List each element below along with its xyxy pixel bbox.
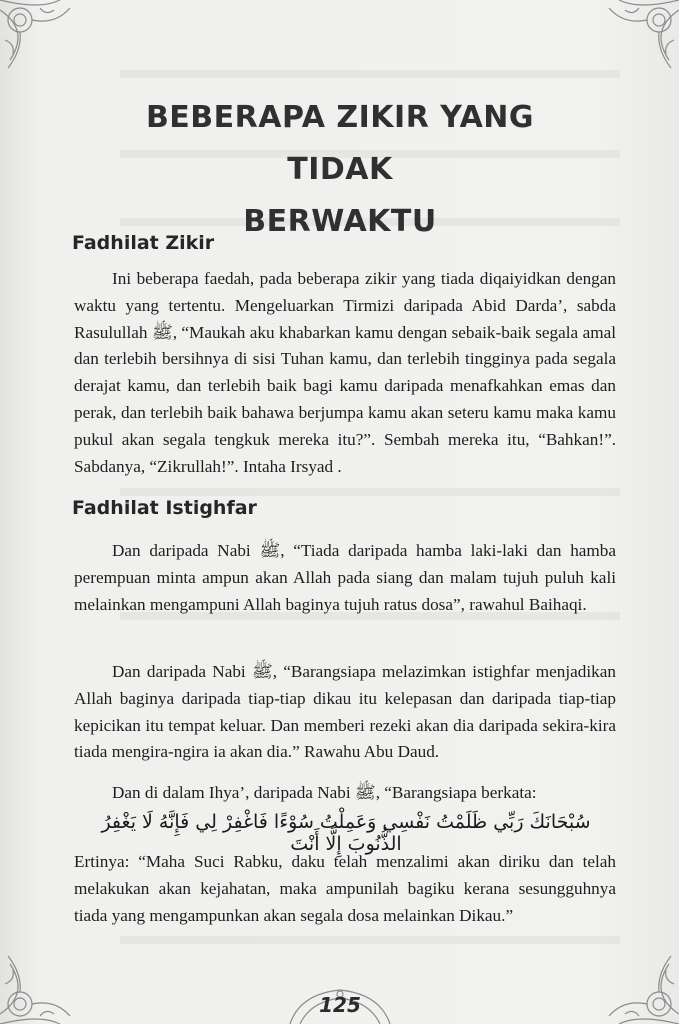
paragraph-istighfar-3 [74, 780, 616, 807]
paragraph-text: Ini beberapa faedah, pada beberapa zikir yang tiada diqaiyidkan dengan waktu yang tertentu. Mengeluarkan Tirmizi daripada Abid Darda’, sabda Rasulullah ﷺ, “Maukah aku khabarkan kamu dengan sebaik-baik segala amal dan terlebih bersihnya di sisi Tuhan kamu, dan terlebih tingginya pada segala derajat kamu, dan terlebih baik bagi kamu daripada menafkahkan emas dan perak, dan terlebih baik bahawa berjumpa kamu akan seteru kamu maka kamu pukul akan segala tengkuk mereka itu?”. Sembah mereka itu, “Bahkan!”. Sabdanya, “Zikrullah!”. Intaha Irsyad . [74, 269, 616, 476]
section-heading-zikir: Fadhilat Zikir [72, 232, 215, 254]
corner-ornament-icon [559, 0, 679, 70]
corner-ornament-icon [0, 0, 120, 70]
title-line-1: BEBERAPA ZIKIR YANG TIDAK [145, 100, 535, 187]
bleed-through [120, 488, 620, 496]
paragraph-istighfar-2 [74, 659, 616, 766]
section-heading-istighfar: Fadhilat Istighfar [72, 497, 257, 519]
page-title [90, 92, 590, 248]
title-line-2: BERWAKTU [243, 204, 437, 239]
bleed-through [120, 936, 620, 944]
corner-ornament-icon [559, 954, 679, 1024]
paragraph-istighfar-1 [74, 538, 616, 618]
paragraph-zikir [74, 266, 616, 480]
page-number: 125 [319, 993, 361, 1017]
arabic-prayer: سُبْحَانَكَ رَبِّي ظَلَمْتُ نَفْسِي وَعَمِلْتُ سُوْءًا فَاغْفِرْ لِي فَإِنَّهُ لَا يَغْفِرُ الذُّنُوبَ إِلَّا أَنْتَ [101, 811, 591, 855]
paragraph-text: Dan daripada Nabi ﷺ, “Tiada daripada hamba laki-laki dan hamba perempuan minta ampun akan Allah pada siang dan malam tujuh puluh kali melainkan mengampuni Allah baginya tujuh ratus dosa”, rawahul Baihaqi. [74, 541, 617, 614]
translation-paragraph [74, 849, 616, 929]
corner-ornament-icon [0, 954, 120, 1024]
translation-text: Ertinya: “Maha Suci Rabku, daku telah menzalimi akan diriku dan telah melakukan akan kejahatan, maka ampunilah bagiku kerana sesungguhnya tiada yang mengampunkan akan segala dosa melainkan Dikau.” [74, 852, 616, 925]
paragraph-text: Dan daripada Nabi ﷺ, “Barangsiapa melazimkan istighfar menjadikan Allah baginya daripada tiap-tiap dikau itu kelepasan dan daripada tiap-tiap kepicikan itu tempat keluar. Dan memberi rezeki akan dia daripada sekira-kira tiada mengira-ngira ia akan dia.” Rawahu Abu Daud. [74, 662, 616, 762]
bleed-through [120, 70, 620, 78]
paragraph-text: Dan di dalam Ihya’, daripada Nabi ﷺ, “Barangsiapa berkata: [112, 783, 537, 802]
